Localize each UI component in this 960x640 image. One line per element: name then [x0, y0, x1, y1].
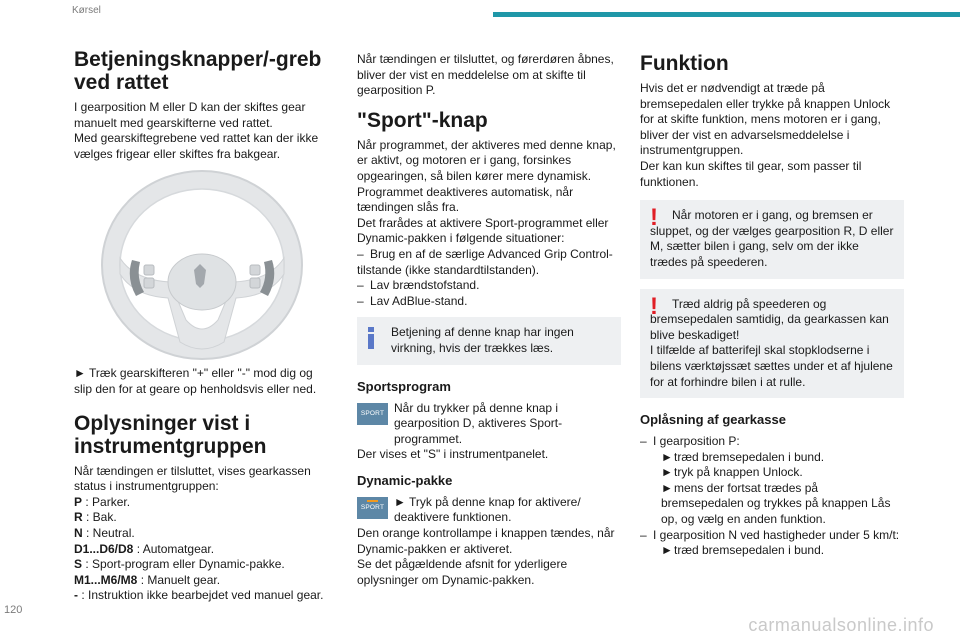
- section-label: Kørsel: [72, 5, 101, 16]
- warning-note-2: [640, 289, 904, 399]
- paragraph-sport-3: Det frarådes at aktivere Sport-programmet eller Dynamic-pakken i følgende situationer:: [357, 215, 609, 246]
- gear-mode-item: R : Bak.: [74, 510, 117, 525]
- gear-mode-item: D1...D6/D8 : Automatgear.: [74, 541, 215, 556]
- info-note-text: Betjening af denne knap har ingen virkning, hvis der trækkes læs.: [391, 325, 574, 355]
- dynamic-block: [357, 495, 621, 589]
- heading-unlock: Oplåsning af gearkasse: [640, 412, 786, 428]
- info-note: [357, 317, 621, 364]
- list-item: – Lav AdBlue-stand.: [357, 293, 468, 308]
- steering-wheel-icon: [74, 170, 330, 360]
- heading-steering-controls: Betjeningsknapper/-greb ved rattet: [74, 48, 322, 94]
- dynamic-text-1: ► Tryk på denne knap for aktivere/ deaktivere funktionen.: [394, 494, 581, 525]
- gear-mode-item: M1...M6/M8 : Manuelt gear.: [74, 572, 221, 587]
- sportsprogram-block: [357, 401, 621, 463]
- column-3: [640, 52, 904, 559]
- dynamic-text-3: Se det pågældende afsnit for yderligere oplysninger om Dynamic-pakken.: [357, 557, 568, 587]
- warning-icon: !: [650, 204, 658, 232]
- orange-led-icon: [367, 500, 378, 502]
- list-item: ►tryk på knappen Unlock.: [661, 465, 803, 480]
- watermark: carmanualsonline.info: [748, 615, 934, 635]
- heading-dynamic: Dynamic-pakke: [357, 472, 453, 488]
- list-item: – Lav brændstofstand.: [357, 278, 480, 293]
- heading-sportsprogram: Sportsprogram: [357, 378, 451, 394]
- dynamic-text-2: Den orange kontrollampe i knappen tændes, når Dynamic-pakken er aktiveret.: [357, 526, 615, 556]
- column-1: [74, 48, 330, 604]
- gear-mode-list: [74, 495, 330, 604]
- instruction-paddle: [74, 366, 330, 397]
- warning-text-2b: I tilfælde af batterifejl skal stopklodserne i bilens værktøjssæt sættes under et af hjulene for at forhindre bilen i at rulle.: [650, 343, 893, 389]
- sport-button-icon: SPORT: [357, 403, 388, 425]
- warning-text-1: Når motoren er i gang, og bremsen er sluppet, og der vælges gearposition R, D eller M, sætter bilen i gang, selv om der ikke trædes på speederen.: [650, 208, 894, 269]
- paragraph-sport-2: Programmet deaktiveres automatisk, når tændingen slås fra.: [357, 184, 574, 215]
- heading-function: Funktion: [640, 52, 729, 75]
- paragraph-steering-1: I gearposition M eller D kan der skiftes gear manuelt med gearskifterne ved rattet.: [74, 100, 306, 130]
- warning-text-2a: Træd aldrig på speederen og bremsepedalen samtidig, da gearkassen kan blive beskadiget!: [650, 296, 889, 342]
- list-item: – I gearposition P:: [640, 434, 740, 449]
- sportsprogram-text-1: Når du trykker på denne knap i gearposition D, aktiveres Sport-programmet.: [394, 400, 563, 446]
- gear-mode-item: N : Neutral.: [74, 525, 135, 540]
- gear-mode-item: S : Sport-program eller Dynamic-pakke.: [74, 557, 285, 572]
- info-icon: [367, 327, 375, 349]
- list-item: ►mens der fortsat trædes på bremsepedalen og trykkes på knappen Lås op, og vælg en anden funktion.: [661, 480, 891, 527]
- list-item: – Brug en af de særlige Advanced Grip Control-tilstande (ikke standardtilstanden).: [357, 246, 613, 277]
- paragraph-steering-2: Med gearskiftegrebene ved rattet kan der ikke vælges frigear eller skiftes fra bakgear.: [74, 131, 319, 161]
- warning-note-1: [640, 200, 904, 278]
- page-number: 120: [4, 604, 23, 616]
- list-item: ►træd bremsepedalen i bund.: [661, 449, 825, 464]
- paragraph-door: Når tændingen er tilsluttet, og førerdøren åbnes, bliver der vist en meddelelse om at skifte til gearposition P.: [357, 52, 614, 98]
- paragraph-sport-1: Når programmet, der aktiveres med denne knap, er aktivt, og motoren er i gang, forsinkes opgearingen, så bilen kører mere dynamisk.: [357, 137, 616, 183]
- column-2: [357, 52, 621, 588]
- paragraph-function-2: Der kan kun skiftes til gear, som passer til funktionen.: [640, 158, 862, 189]
- header-accent-rule: [493, 12, 960, 17]
- paragraph-display-intro: Når tændingen er tilsluttet, vises gearkassen status i instrumentgruppen:: [74, 463, 311, 494]
- gear-mode-item: - : Instruktion ikke bearbejdet ved manuel gear.: [74, 588, 324, 603]
- dynamic-button-icon: SPORT: [357, 497, 388, 519]
- instruction-text: Træk gearskifteren "+" eller "-" mod dig og slip den for at geare op henholdsvis eller ned.: [74, 366, 317, 396]
- gear-mode-item: P : Parker.: [74, 494, 131, 509]
- heading-sport-button: "Sport"-knap: [357, 108, 488, 132]
- steering-wheel-illustration: [74, 170, 330, 360]
- arrow-icon: ►: [74, 366, 86, 381]
- paragraph-function-1: Hvis det er nødvendigt at træde på bremsepedalen eller trykke på knappen Unlock for at skifte funktion, mens motoren er i gang, bliver der vist en advarselsmeddelelse i instrumentgruppen.: [640, 81, 891, 158]
- warning-icon: !: [650, 292, 658, 320]
- unlock-steps: [640, 434, 904, 559]
- heading-display: Oplysninger vist i instrumentgruppen: [74, 411, 267, 458]
- list-item: ►træd bremsepedalen i bund.: [661, 543, 825, 558]
- list-item: – I gearposition N ved hastigheder under 5 km/t:: [640, 527, 900, 542]
- sportsprogram-text-2: Der vises et "S" i instrumentpanelet.: [357, 447, 549, 462]
